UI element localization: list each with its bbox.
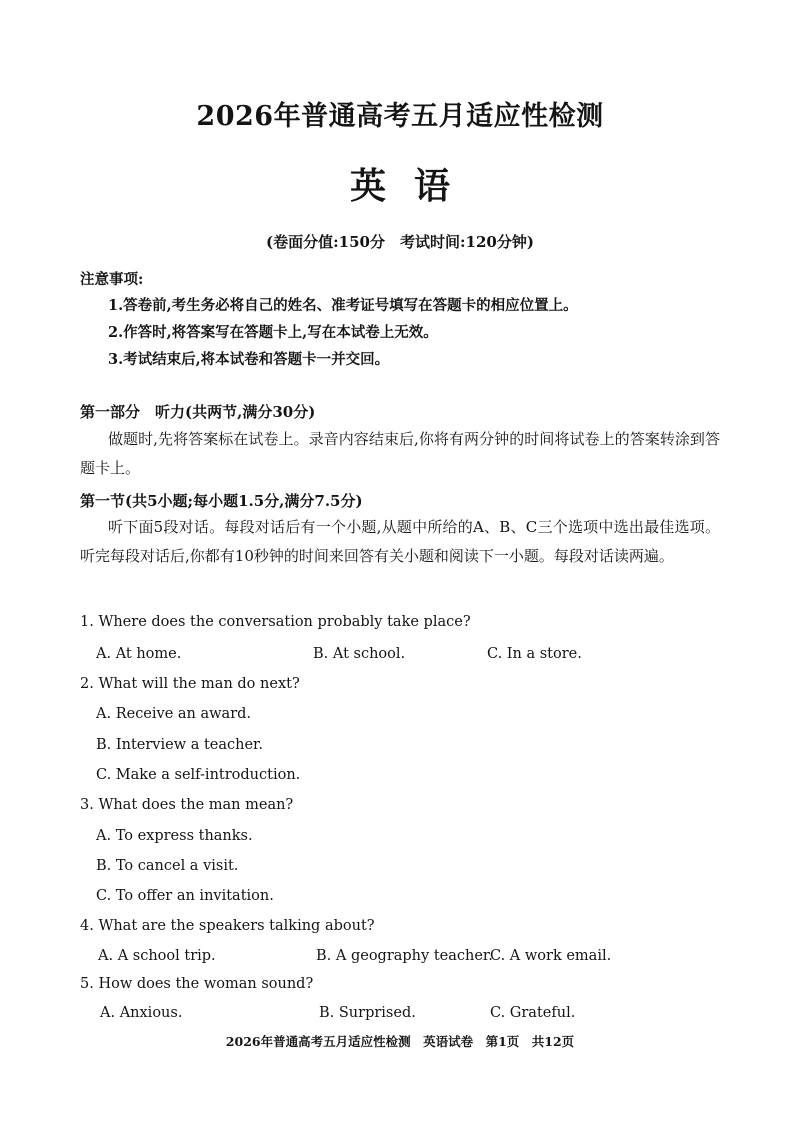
option-b[interactable]: B. Interview a teacher. — [96, 737, 264, 753]
question-stem: 2. What will the man do next? — [80, 676, 300, 692]
option-a[interactable]: A. A school trip. — [98, 948, 216, 964]
option-c[interactable]: C. To offer an invitation. — [96, 888, 274, 904]
option-a[interactable]: A. Anxious. — [100, 1005, 183, 1021]
option-a[interactable]: A. To express thanks. — [96, 828, 253, 844]
notice-item: 1.答卷前,考生务必将自己的姓名、准考证号填写在答题卡的相应位置上。 — [108, 297, 578, 314]
option-c[interactable]: C. Grateful. — [490, 1005, 576, 1021]
option-c[interactable]: C. In a store. — [487, 646, 582, 662]
page-footer: 2026年普通高考五月适应性检测 英语试卷 第1页 共12页 — [225, 1034, 575, 1049]
option-c[interactable]: C. Make a self-introduction. — [96, 767, 301, 783]
option-c[interactable]: C. A work email. — [490, 948, 612, 964]
option-b[interactable]: B. At school. — [313, 646, 406, 662]
option-b[interactable]: B. To cancel a visit. — [96, 858, 239, 874]
option-b[interactable]: B. Surprised. — [319, 1005, 416, 1021]
exam-title: 2026年普通高考五月适应性检测 — [196, 101, 604, 132]
exam-meta: (卷面分值:150分 考试时间:120分钟) — [266, 233, 534, 251]
subject-title: 英语 — [349, 165, 478, 207]
option-b[interactable]: B. A geography teacher. — [316, 948, 493, 964]
notice-heading: 注意事项: — [80, 271, 144, 288]
section1-intro: 听下面5段对话。每段对话后有一个小题,从题中所给的A、B、C三个选项中选出最佳选项。听完每段对话后,你都有10秒钟的时间来回答有关小题和阅读下一小题。每段对话读两遍。 — [80, 518, 720, 565]
question-stem: 4. What are the speakers talking about? — [80, 918, 375, 934]
option-a[interactable]: A. At home. — [96, 646, 182, 662]
part1-intro: 做题时,先将答案标在试卷上。录音内容结束后,你将有两分钟的时间将试卷上的答案转涂到答题卡上。 — [80, 430, 720, 477]
notice-item: 3.考试结束后,将本试卷和答题卡一并交回。 — [108, 351, 390, 368]
notice-item: 2.作答时,将答案写在答题卡上,写在本试卷上无效。 — [108, 324, 438, 341]
question-stem: 5. How does the woman sound? — [80, 976, 314, 992]
part1-heading: 第一部分 听力(共两节,满分30分) — [80, 403, 316, 421]
question-stem: 3. What does the man mean? — [80, 797, 294, 813]
section1-heading: 第一节(共5小题;每小题1.5分,满分7.5分) — [80, 492, 363, 510]
question-stem: 1. Where does the conversation probably take place? — [80, 614, 471, 630]
option-a[interactable]: A. Receive an award. — [96, 706, 252, 722]
